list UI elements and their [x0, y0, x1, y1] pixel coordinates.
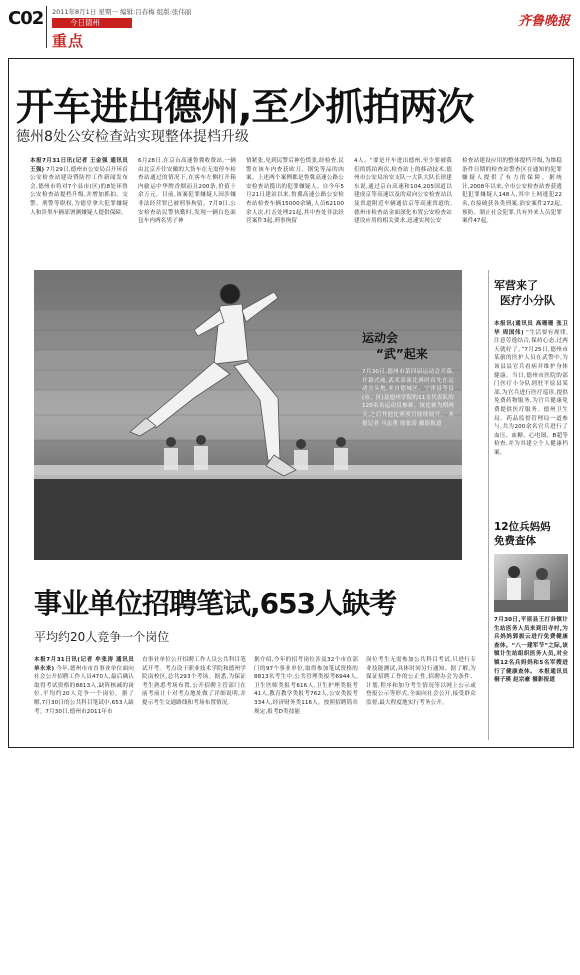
article-lead: 本报7月31日讯(记者 王金强 通讯员 王强) — [30, 158, 128, 173]
sidebar1-title-1: 军营来了 — [494, 279, 538, 292]
article-text: 7月29日,德州市公安局召开环首公安检查站建设暨防控工作新闻发布会,德州市将对7个县市(区)的8处环鲁公安检查站提档升级,并增加抓拍、交警、刑警等职权,为德堂拿大犯罪嫌疑人和涉黑车辆部署测嫌疑人提供保障。 — [30, 166, 128, 216]
sidebar2-credit: 本报通讯员 桐子瑛 赵宗豪 摄影报道 — [494, 668, 568, 684]
sidebar2-body — [494, 616, 568, 728]
article-subhead: 德州8处公安检查站实现整体提档升级 — [16, 129, 249, 145]
section-name: 重点 — [52, 32, 85, 50]
article2-subhead: 平均约20人竞争一个岗位 — [34, 630, 170, 644]
photo-caption — [362, 330, 454, 510]
article2-text: 直事业单位公开招聘工作人员公共科目笔试开考。考点设于职业技术学院和德州学院南校区,总共293个考场。据悉,为保证考生熟悉考场布置,公开招聘主管部门在前考前让十对考点地址做了详细说明,并提示考生交通路线和考场布置情况。 — [142, 657, 246, 706]
sidebar2-title-1: 12位兵妈妈 — [494, 521, 551, 533]
section-tag — [52, 18, 132, 28]
caption-credit: 本报记者 马志勇 徐张涛 摄影报道 — [362, 411, 454, 427]
page-code: C02 — [8, 8, 44, 29]
article2-column-2 — [142, 656, 246, 742]
sidebar2-photo-scene — [494, 554, 568, 612]
article2-text: 今年,德州市市直事业单位面向社会公开招聘工作人员470人,最后确认取得考试资格的8813人,缺阵核减的岗位,平均约20人竞争一个岗位。据了解,7月30日的公共科目笔试中,653人缺考。7月30日,德州市2011年市 — [34, 665, 134, 715]
caption-body: 7月30日,德州市第四届运动会开幕,开幕式前,武术表演比赛时首先在运动会头炮,来自德城区、宁津县等县(市、区)及德州学院的11支代表队的120名名运动员参赛。该比赛为期两天,之后其他比赛项目陆续展开。 — [362, 369, 454, 418]
section-tag-label: 今日德州 — [70, 18, 100, 27]
article2-text: 据介绍,今年的招考岗位涉及32个市直部门的97个事业单位,取得参加笔试资格的8813名考生中,公共管理类报考6944人,卫生医师类报考616人,卫生护理类报考41人,教育教学类报考762人,公安类报考334人,经济财务类116人。按照招聘简章规定,报考D类技能 — [254, 657, 358, 715]
date-line: 2011年8月1日 星期一 编辑:吕春梅 组版:张伟丽 — [52, 8, 192, 16]
sidebar1-lead: 本报讯(通讯员 高珊珊 张卫华 周国伟) — [494, 321, 568, 336]
sidebar-story-1 — [494, 278, 568, 508]
article2-column-3 — [254, 656, 358, 742]
article2-text: 岗位考生无需参加公共科目考试,只进行专业技能测试,具体时间另行通知。据了解,为保证招聘工作的公正性,招聘办会为条件、计划,程序和加分考生情况等以网上公示或登报公示等形式,全面向社会公开,接受群众监督,最大程度地实行考务公开。 — [366, 657, 476, 706]
article-column-2 — [138, 157, 236, 263]
sidebar2-photo — [494, 554, 568, 612]
sidebar-divider — [488, 270, 489, 740]
page-header — [8, 6, 574, 50]
sidebar1-body — [494, 320, 568, 508]
article-column-3 — [246, 157, 344, 263]
article-column-5 — [462, 157, 562, 263]
caption-text — [362, 368, 454, 486]
sidebar-story-2 — [494, 520, 568, 742]
article-column-1 — [30, 157, 128, 263]
header-divider — [46, 6, 47, 48]
caption-title-2: “武”起来 — [376, 347, 428, 361]
article-column-4 — [354, 157, 452, 263]
article2-column-1 — [34, 656, 134, 742]
article-headline: 开车进出德州,至少抓拍两次 — [16, 85, 474, 129]
paper-logo — [518, 10, 574, 30]
article-text: 检查站建设应用的整体提档升级,为维稳条件日期的检查站警查区在通知的犯罪嫌疑人提供了有力的保障。据统计,2008年以来,全市公安检查站查获逃犯犯罪嫌疑人148人,其中上网逃犯22名,直接破获各类刑案,治安案件272起,预防、制止社会犯罪,共有外来人员犯罪案件47起。 — [462, 158, 562, 225]
paper-name: 齐鲁晚报 — [518, 14, 571, 29]
sidebar2-text: 7月30日,平原县王打卦镇计生站医务人员来到田寺村,为兵妈妈郭振云进行免费健康查体。“八一建军节”之际,该镇计生站组织医务人员,对全镇12名兵妈妈和5名军嫂进行了健康查体。 — [494, 617, 568, 675]
sidebar2-title-2: 免费查体 — [494, 535, 536, 547]
sidebar1-title-2: 医疗小分队 — [500, 294, 555, 307]
sidebar1-text: “生活要有规律,注意劳逸结合,保持心态,过两天就好了。”7月25日,德州市某旅的医护人员在武警中,为该县县官兵看病并维护身体健康。当日,德州市医院的部门医疗小分队到驻平原县某部,为官兵进行医疗巡诊,提供免费药物服务,为官兵健康免费提供医疗服务。德州卫生局、药品监督管理局一道参与,共为200余名官兵进行了血压、血糖、心电图、B超等检查,并为其建立个人健康档案。 — [494, 329, 568, 456]
caption-title-1: 运动会 — [362, 331, 399, 345]
article2-lead: 本报7月31日讯(记者 牟张涛 通讯员 单永来) — [34, 657, 134, 672]
article-text: 情紧张,见到民警后神色慌张,经检查,民警在该车内查获欧刀、钢兔等品的凶案。上述两个案例都是鲁冀高速公路公安检查站揽出的犯罪嫌疑人。自今年5月21日建站以来,鲁冀高速公路公安检查站检查车辆15000余辆,人员62100余人次,打击处理21起,其中查处非法经营案件3起,刑事拘留 — [246, 158, 344, 225]
article-text: 6月28日,在京台高速鲁冀收费站,一辆由北京开往安徽的大货车在无需停车检查站通过的情况下,在客车左侧打开箱内偷运中华牌香烟而且200条,价值十余万元。目前,该案犯罪嫌疑人因涉嫌非法经营罪已被刑事拘留。7月9日,公安检查站民警执勤时,发现一辆白色面包车内两名男子神 — [138, 158, 236, 225]
article2-column-4 — [366, 656, 476, 742]
article2-headline: 事业单位招聘笔试,653人缺考 — [34, 587, 397, 620]
article-text: 4人。“要是开车进出德州,至少要被我们的抓拍两次,检查站上的移动技术,德州市公安局治安支队一大队大队长徐建东说,通过京台高速和104,205国道以建成京等高速以及的双向公安检查站以及省道附近车辆通信京等高速省道的,德州市检查站金面深化布置公安检查站建设应用的相关要求,迅速实现公安 — [354, 158, 452, 225]
